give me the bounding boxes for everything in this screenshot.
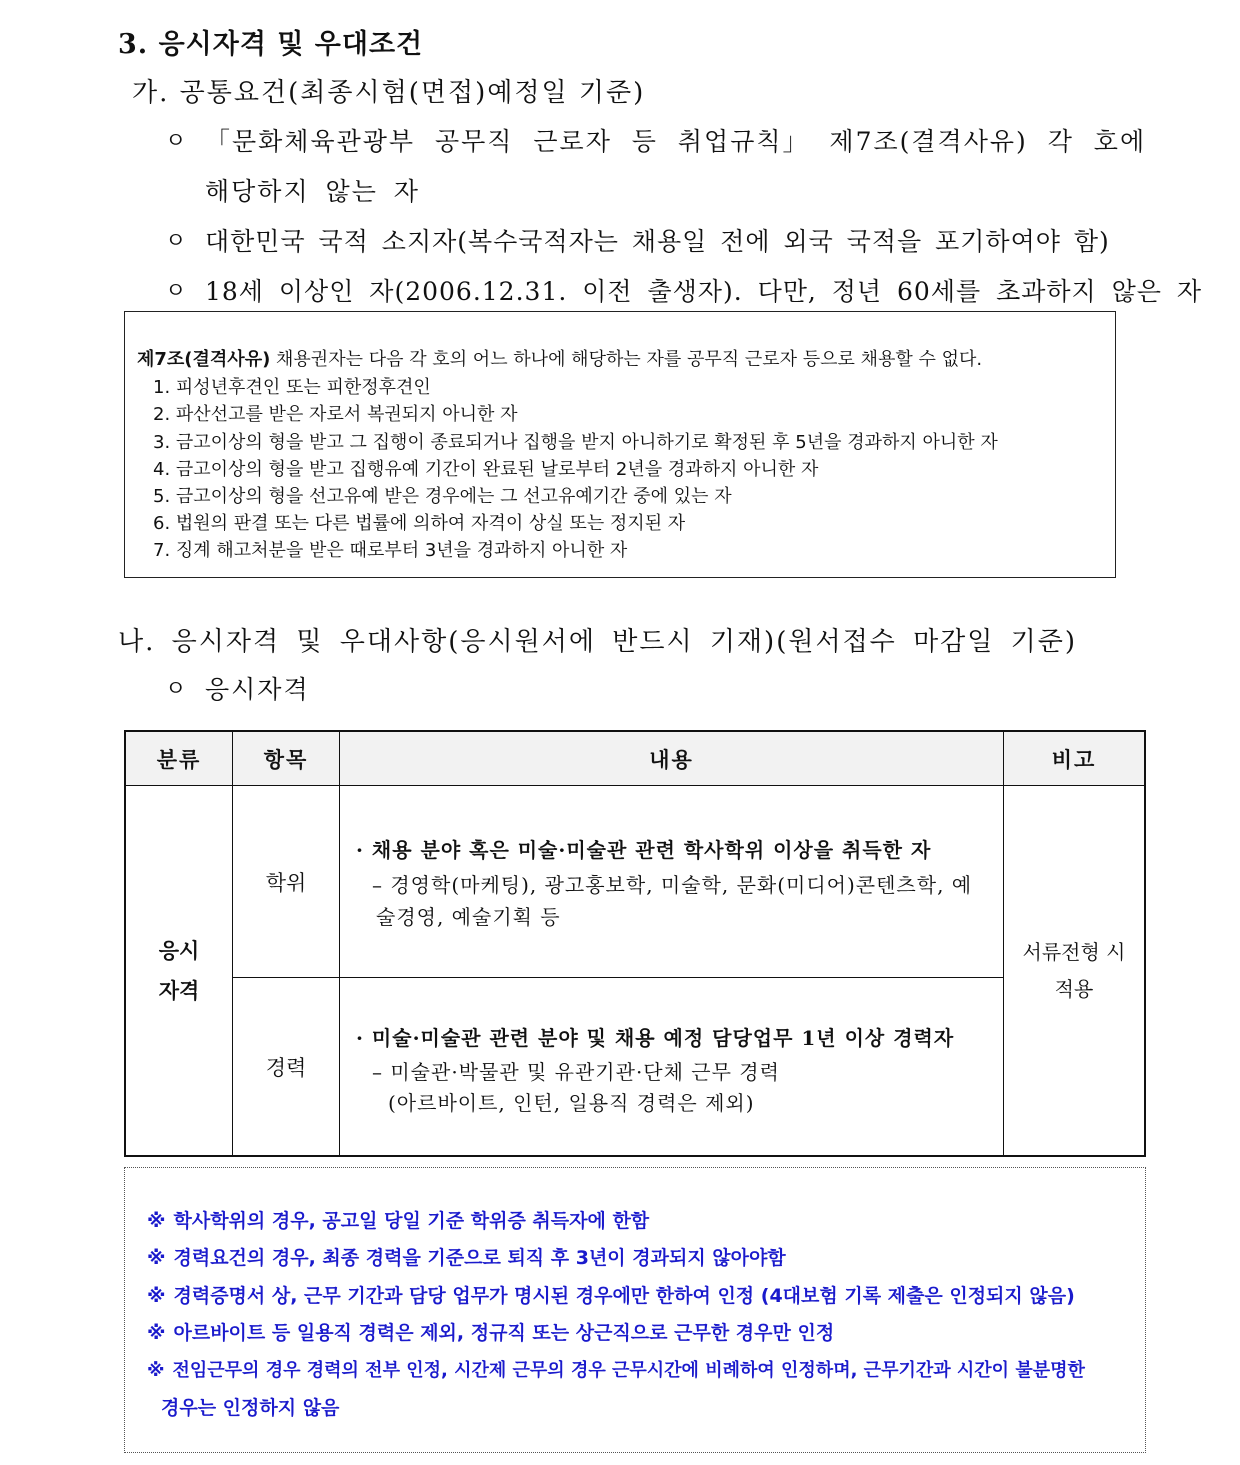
note-mark: ※ — [147, 1210, 166, 1232]
content-cell-career — [340, 978, 1004, 1157]
table-header-row — [125, 731, 1145, 786]
content-main: · 채용 분야 혹은 미술·미술관 관련 학사학위 이상을 취득한 자 — [356, 838, 932, 862]
item-cell-degree: 학위 — [233, 786, 340, 978]
header-content: 내용 — [340, 731, 1004, 786]
article-item: 5. 금고이상의 형을 선고유예 받은 경우에는 그 선고유예기간 중에 있는 자 — [153, 486, 732, 507]
note-text: 학사학위의 경우, 공고일 당일 기준 학위증 취득자에 한함 — [173, 1210, 650, 1232]
qualification-subheading-text: 응시자격 — [205, 675, 310, 704]
content-sub: – 경영학(마케팅), 광고홍보학, 미술학, 문화(미디어)콘텐츠학, 예 — [372, 873, 973, 897]
note-text: 전임근무의 경우 경력의 전부 인정, 시간제 근무의 경우 근무시간에 비례하여 인정하며, 근무기간과 시간이 불분명한 — [172, 1360, 1085, 1381]
category-cell — [125, 786, 233, 1157]
article-item: 2. 파산선고를 받은 자로서 복권되지 아니한 자 — [153, 404, 518, 425]
bullet-mark: ㅇ — [165, 229, 188, 254]
category-line: 자격 — [158, 978, 200, 1003]
note-continuation: 경우는 인정하지 않음 — [161, 1397, 340, 1419]
note-mark: ※ — [147, 1360, 165, 1381]
note-mark: ※ — [147, 1285, 166, 1307]
common-requirements-heading: 가. 공통요건(최종시험(면접)예정일 기준) — [132, 78, 646, 108]
bullet-mark: ㅇ — [165, 677, 189, 702]
section-title: 3. 응시자격 및 우대조건 — [118, 29, 424, 60]
qualification-table — [124, 730, 1146, 1157]
notes-box — [124, 1167, 1146, 1453]
note-item — [147, 1318, 834, 1345]
header-category: 분류 — [125, 731, 233, 786]
table-row — [125, 786, 1145, 978]
item-cell-career: 경력 — [233, 978, 340, 1157]
content-sub: – 미술관·박물관 및 유관기관·단체 근무 경력 — [372, 1060, 780, 1084]
note-mark: ※ — [147, 1247, 166, 1269]
article-item: 4. 금고이상의 형을 받고 집행유예 기간이 완료된 날로부터 2년을 경과하지 아니한 자 — [153, 459, 819, 480]
note-text: 경력증명서 상, 근무 기간과 담당 업무가 명시된 경우에만 한하여 인정 (4대보험 기록 제출은 인정되지 않음) — [173, 1285, 1075, 1307]
common-item-1-cont: 해당하지 않는 자 — [205, 177, 420, 206]
content-sub: 술경영, 예술기획 등 — [376, 905, 561, 929]
article-item: 6. 법원의 판결 또는 다른 법률에 의하여 자격이 상실 또는 정지된 자 — [153, 513, 686, 534]
article-item: 1. 피성년후견인 또는 피한정후견인 — [153, 377, 431, 398]
note-item — [147, 1243, 786, 1270]
note-item — [147, 1206, 649, 1233]
article-item: 3. 금고이상의 형을 받고 그 집행이 종료되거나 집행을 받지 아니하기로 확정된 후 5년을 경과하지 아니한 자 — [153, 432, 998, 453]
note-line: 서류전형 시 — [1022, 939, 1126, 964]
article-title: 제7조(결격사유) — [137, 349, 271, 370]
note-line: 적용 — [1054, 976, 1094, 1001]
header-note: 비고 — [1004, 731, 1146, 786]
table-row — [125, 978, 1145, 1157]
common-item-text: 대한민국 국적 소지자(복수국적자는 채용일 전에 외국 국적을 포기하여야 함) — [205, 227, 1110, 256]
qualification-heading: 나. 응시자격 및 우대사항(응시원서에 반드시 기재)(원서접수 마감일 기준) — [118, 627, 1078, 657]
disqualification-article-box — [124, 311, 1116, 578]
bullet-mark: ㅇ — [165, 279, 188, 304]
article-item: 7. 징계 해고처분을 받은 때로부터 3년을 경과하지 아니한 자 — [153, 540, 628, 561]
article-intro: 채용권자는 다음 각 호의 어느 하나에 해당하는 자를 공무직 근로자 등으로 채용할 수 없다. — [270, 349, 983, 370]
note-mark: ※ — [147, 1322, 166, 1344]
bullet-mark: ㅇ — [165, 129, 189, 154]
common-item-text: 18세 이상인 자(2006.12.31. 이전 출생자). 다만, 정년 60세를 초과하지 않은 자 — [205, 277, 1203, 306]
category-line: 응시 — [158, 938, 200, 963]
common-item-text: 「문화체육관광부 공무직 근로자 등 취업규칙」 제7조(결격사유) 각 호에 — [205, 127, 1147, 156]
header-item: 항목 — [233, 731, 340, 786]
content-main: · 미술·미술관 관련 분야 및 채용 예정 담당업무 1년 이상 경력자 — [356, 1026, 955, 1050]
note-text: 아르바이트 등 일용직 경력은 제외, 정규직 또는 상근직으로 근무한 경우만 인정 — [173, 1322, 835, 1344]
content-sub: (아르바이트, 인턴, 일용직 경력은 제외) — [388, 1091, 755, 1115]
content-cell-degree — [340, 786, 1004, 978]
note-cell — [1004, 786, 1146, 1157]
note-text: 경력요건의 경우, 최종 경력을 기준으로 퇴직 후 3년이 경과되지 않아야함 — [173, 1247, 786, 1269]
note-item — [147, 1356, 1085, 1382]
article-heading — [137, 345, 982, 371]
note-item — [147, 1281, 1075, 1308]
